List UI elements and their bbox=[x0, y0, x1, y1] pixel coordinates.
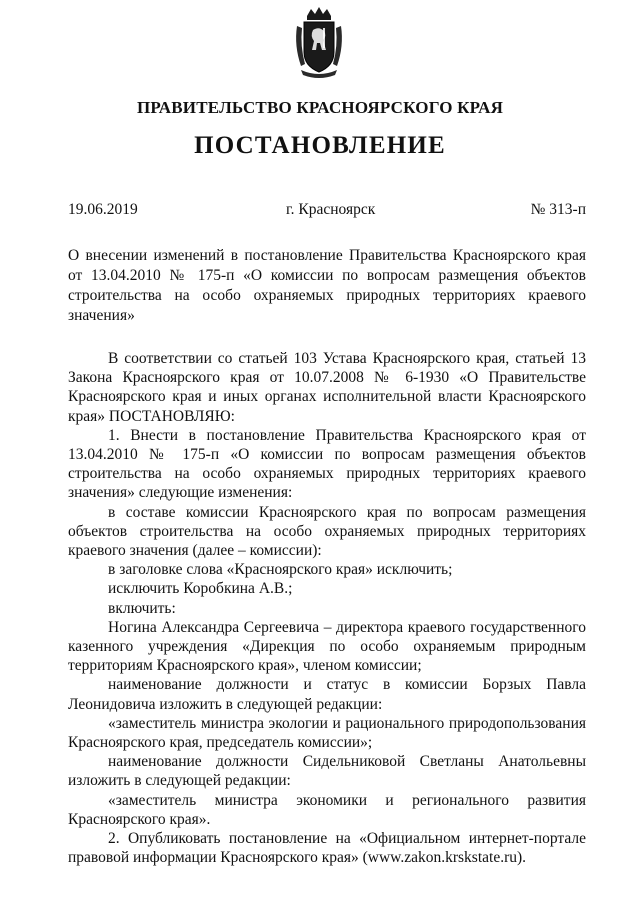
government-name: ПРАВИТЕЛЬСТВО КРАСНОЯРСКОГО КРАЯ bbox=[136, 98, 504, 117]
body-paragraph: «заместитель министра экологии и рационального природопользования Красноярского края, председатель комиссии»; bbox=[68, 714, 586, 752]
body-paragraph: исключить Коробкина А.В.; bbox=[108, 580, 293, 598]
body-paragraph: наименование должности Сидельниковой Светланы Анатольевны изложить в следующей редакции: bbox=[68, 753, 586, 790]
document-city: г. Красноярск bbox=[286, 201, 376, 218]
body-paragraph: «заместитель министра экономики и регионального развития Красноярского края». bbox=[68, 791, 586, 828]
document-type-title: ПОСТАНОВЛЕНИЕ bbox=[194, 132, 446, 159]
body-paragraph: 2. Опубликовать постановление на «Официальном интернет-портале правовой информации Красноярского края» (www.zakon.krskstate.ru). bbox=[68, 830, 586, 867]
body-paragraph: В соответствии со статьей 103 Устава Красноярского края, статьей 13 Закона Красноярского края от 10.07.2008 № 6-1930 «О Правительстве Красноярского края и иных органах исполнительной власти Красноярского края» ПОСТАНОВЛЯЮ: bbox=[68, 350, 586, 425]
body-paragraph: в составе комиссии Красноярского края по вопросам размещения объектов строительства на особо охраняемых природных территориях краевого значения (далее – комиссии): bbox=[68, 503, 586, 560]
body-paragraph: наименование должности и статус в комиссии Борзых Павла Леонидовича изложить в следующей редакции: bbox=[68, 676, 586, 713]
body-paragraph: Ногина Александра Сергеевича – директора краевого государственного казенного учреждения «Дирекция по особо охраняемым природным территориям Красноярского края», членом комиссии; bbox=[68, 618, 586, 675]
document-number: № 313-п bbox=[530, 201, 586, 218]
body-paragraph: 1. Внести в постановление Правительства Красноярского края от 13.04.2010 № 175-п «О комиссии по вопросам размещения объектов строительства на особо охраняемых природных территориях краевого значения» следующие изменения: bbox=[68, 426, 586, 502]
krasnoyarsk-coat-of-arms-icon bbox=[293, 6, 345, 80]
document-body bbox=[68, 349, 586, 867]
body-paragraph: включить: bbox=[108, 599, 176, 617]
document-subject: О внесении изменений в постановление Правительства Красноярского края от 13.04.2010 № 175-п «О комиссии по вопросам размещения объектов строительства на особо охраняемых природных территориях краевого значения» bbox=[68, 247, 586, 324]
document-meta-row bbox=[68, 201, 586, 221]
body-paragraph: в заголовке слова «Красноярского края» исключить; bbox=[108, 561, 453, 579]
document-date: 19.06.2019 bbox=[68, 201, 138, 218]
